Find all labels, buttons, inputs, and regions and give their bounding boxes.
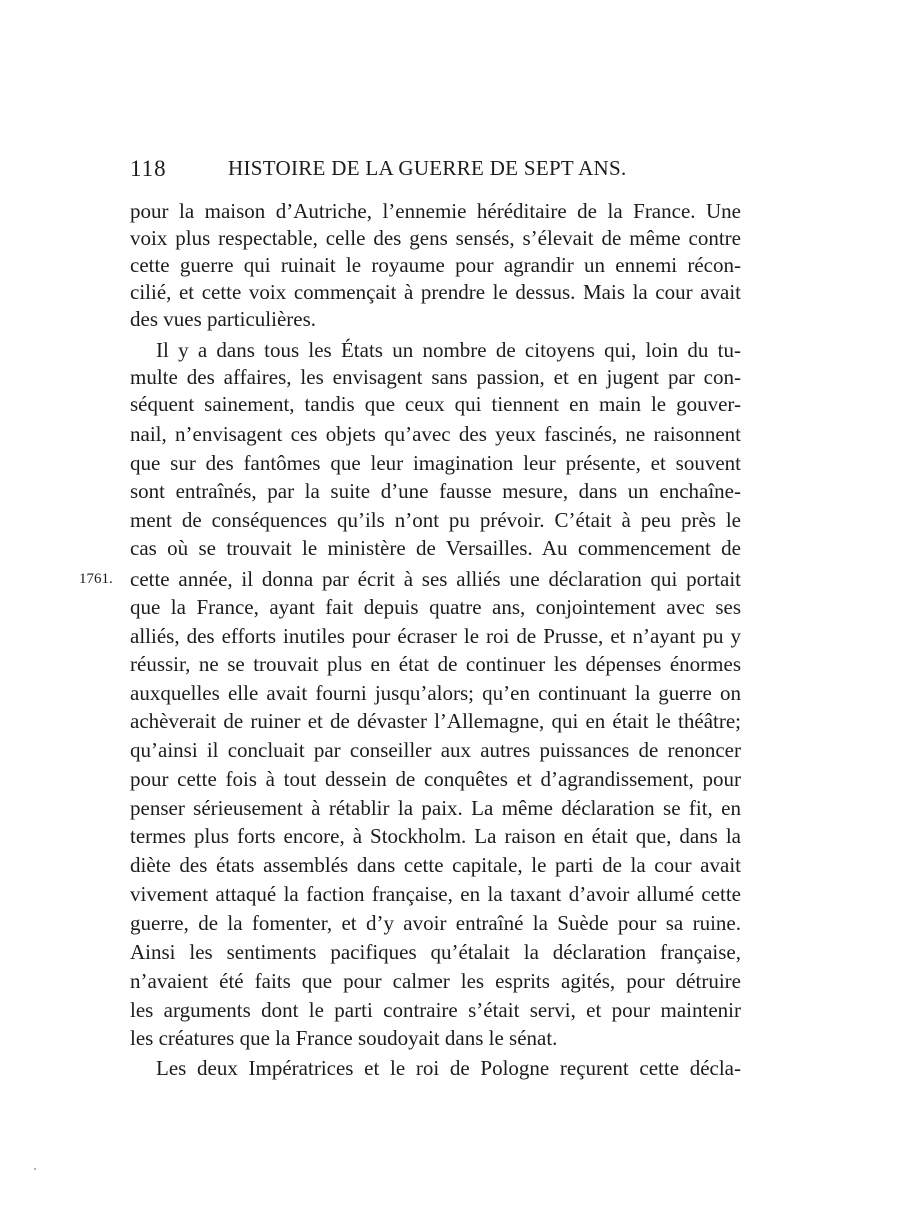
text-line: Les deux Impératrices et le roi de Pologne reçurent cette décla- [156,1056,741,1080]
text-line: diète des états assemblés dans cette capitale, le parti de la cour avait [130,853,741,877]
text-line: achèverait de ruiner et de dévaster l’Allemagne, qui en était le théâtre; [130,709,741,733]
text-line: cette guerre qui ruinait le royaume pour agrandir un ennemi récon- [130,253,741,277]
text-line: que la France, ayant fait depuis quatre ans, conjointement avec ses [130,595,741,619]
text-line: sont entraînés, par la suite d’une fausse mesure, dans un enchaîne- [130,479,741,503]
text-line: séquent sainement, tandis que ceux qui tiennent en main le gouver- [130,392,741,416]
page-number: 118 [130,156,167,181]
text-line: voix plus respectable, celle des gens sensés, s’élevait de même contre [130,226,741,250]
text-line: nail, n’envisagent ces objets qu’avec des yeux fascinés, ne raisonnent [130,422,741,446]
text-line: penser sérieusement à rétablir la paix. La même déclaration se fit, en [130,796,741,820]
text-line: cette année, il donna par écrit à ses alliés une déclaration qui portait [130,567,741,591]
text-line: les créatures que la France soudoyait dans le sénat. [130,1026,558,1050]
text-line: pour la maison d’Autriche, l’ennemie héréditaire de la France. Une [130,199,741,223]
text-line: Il y a dans tous les États un nombre de citoyens qui, loin du tu- [156,338,741,362]
text-line: vivement attaqué la faction française, en la taxant d’avoir allumé cette [130,882,741,906]
text-line: Ainsi les sentiments pacifiques qu’étalait la déclaration française, [130,940,741,964]
text-line: alliés, des efforts inutiles pour écraser le roi de Prusse, et n’ayant pu y [130,624,741,648]
text-line: que sur des fantômes que leur imagination leur présente, et souvent [130,451,741,475]
text-line: qu’ainsi il concluait par conseiller aux autres puissances de renoncer [130,738,741,762]
running-title: HISTOIRE DE LA GUERRE DE SEPT ANS. [228,156,627,180]
text-line: les arguments dont le parti contraire s’était servi, et pour maintenir [130,998,741,1022]
text-line: multe des affaires, les envisagent sans passion, et en jugent par con- [130,365,741,389]
text-line: des vues particulières. [130,307,317,331]
text-line: pour cette fois à tout dessein de conquêtes et d’agrandissement, pour [130,767,741,791]
margin-date-note: 1761. [79,571,113,587]
text-line: cilié, et cette voix commençait à prendre le dessus. Mais la cour avait [130,280,741,304]
text-line: cas où se trouvait le ministère de Versailles. Au commencement de [130,536,741,560]
text-line: auxquelles elle avait fourni jusqu’alors; qu’en continuant la guerre on [130,681,741,705]
text-line: termes plus forts encore, à Stockholm. La raison en était que, dans la [130,824,741,848]
scan-speck [34,1168,36,1170]
text-line: guerre, de la fomenter, et d’y avoir entraîné la Suède pour sa ruine. [130,911,741,935]
text-line: n’avaient été faits que pour calmer les esprits agités, pour détruire [130,969,741,993]
text-line: ment de conséquences qu’ils n’ont pu prévoir. C’était à peu près le [130,508,741,532]
text-line: réussir, ne se trouvait plus en état de continuer les dépenses énormes [130,652,741,676]
